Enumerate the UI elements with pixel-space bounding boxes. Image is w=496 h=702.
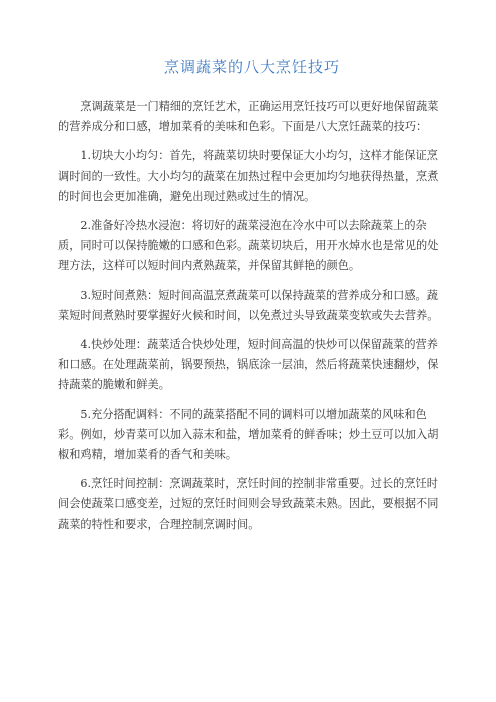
paragraph-intro: 烹调蔬菜是一门精细的烹饪艺术，正确运用烹饪技巧可以更好地保留蔬菜的营养成分和口感，增加菜肴的美味和色彩。下面是八大烹饪蔬菜的技巧： bbox=[58, 100, 439, 134]
paragraph-tip-5: 5.充分搭配调料：不同的蔬菜搭配不同的调料可以增加蔬菜的风味和色彩。例如，炒青菜可以加入蒜末和盐，增加菜肴的鲜香味；炒土豆可以加入胡椒和鸡精，增加菜肴的香气和美味。 bbox=[58, 407, 439, 462]
paragraph-tip-4: 4.快炒处理：蔬菜适合快炒处理，短时间高温的快炒可以保留蔬菜的营养和口感。在处理蔬菜前，锅要预热，锅底涂一层油，然后将蔬菜快速翻炒，保持蔬菜的脆嫩和鲜美。 bbox=[58, 338, 439, 392]
paragraph-tip-6: 6.烹饪时间控制：烹调蔬菜时，烹饪时间的控制非常重要。过长的烹饪时间会使蔬菜口感变差，过短的烹饪时间则会导致蔬菜未熟。因此，要根据不同蔬菜的特性和要求，合理控制烹调时间。 bbox=[58, 477, 439, 531]
paragraph-tip-3: 3.短时间煮熟：短时间高温烹煮蔬菜可以保持蔬菜的营养成分和口感。蔬菜短时间煮熟时要掌握好火候和时间，以免煮过头导致蔬菜变软或失去营养。 bbox=[58, 288, 439, 322]
paragraph-tip-2: 2.准备好冷热水浸泡：将切好的蔬菜浸泡在冷水中可以去除蔬菜上的杂质，同时可以保持脆嫩的口感和色彩。蔬菜切块后，用开水焯水也是常见的处理方法，这样可以短时间内煮熟蔬菜，并保留其鲜艳的颜色。 bbox=[58, 219, 439, 273]
document-title: 烹调蔬菜的八大烹饪技巧 bbox=[163, 58, 340, 76]
paragraph-tip-1: 1.切块大小均匀：首先，将蔬菜切块时要保证大小均匀，这样才能保证烹调时间的一致性。大小均匀的蔬菜在加热过程中会更加均匀地获得热量，烹煮的时间也会更加准确，避免出现过熟或过生的情况。 bbox=[58, 149, 439, 203]
